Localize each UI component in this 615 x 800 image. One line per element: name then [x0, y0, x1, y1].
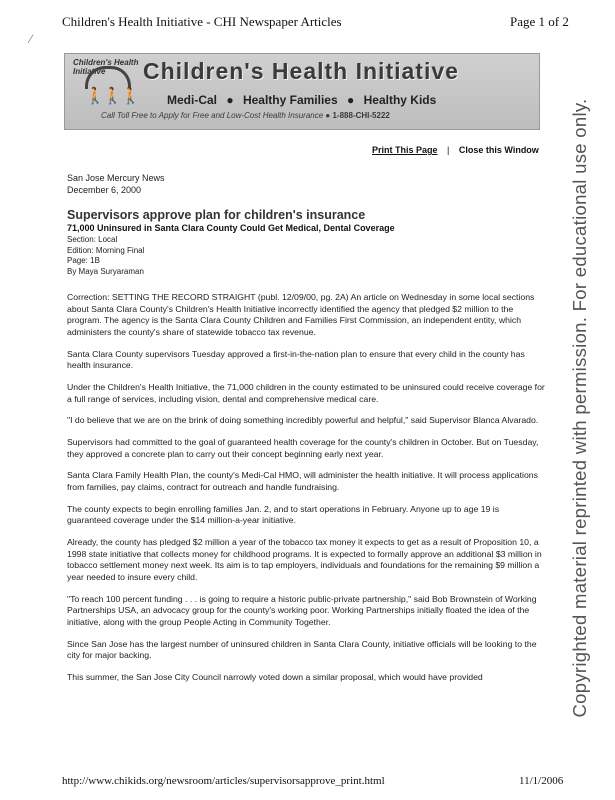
article-source-block	[67, 172, 165, 196]
paragraph: Santa Clara County supervisors Tuesday approved a first-in-the-nation plan to ensure that every child in the county has health insurance.	[67, 348, 525, 371]
paragraph: "To reach 100 percent funding . . . is going to require a historic public-private partnership," said Bob Brownstein of Working Partnerships USA, an advocacy group for the county's working poor. Working Partnerships initially floated the idea of the initiative, along with the group People Acting in Community Together.	[67, 593, 537, 627]
paragraph: Already, the county has pledged $2 million a year of the tobacco tax money it expects to get as a result of Proposition 10, a 1998 state initiative that collects money for childhood programs. It is expected to formally approve an additional $3 million in tobacco settlement money next week. Its aim is to tap employers, individuals and foundations for the remaining $9 million a year needed to insure every child.	[67, 537, 542, 582]
bullet-icon: ●	[226, 93, 234, 107]
program-tags	[167, 93, 436, 107]
bullet-icon: ●	[347, 93, 355, 107]
paragraph: "I do believe that we are on the brink of doing something incredibly powerful and helpful," said Supervisor Blanca Alvarado.	[67, 415, 539, 426]
paragraph: This summer, the San Jose City Council narrowly voted down a similar proposal, which would have provided	[67, 672, 483, 683]
print-page-link[interactable]: Print This Page	[372, 145, 438, 155]
print-toolbar	[372, 145, 539, 155]
footer-url: http://www.chikids.org/newsroom/articles/supervisorsapprove_print.html	[62, 775, 385, 787]
paragraph: Under the Children's Health Initiative, the 71,000 children in the county estimated to be uninsured could receive coverage for a full range of services, including vision, dental and comprehensive medical care.	[67, 381, 545, 404]
footer-printed-date: 11/1/2006	[519, 775, 564, 787]
tag-healthy-families: Healthy Families	[242, 93, 338, 107]
chi-logo	[73, 58, 143, 118]
logo-text: Children's Health Initiative	[73, 58, 139, 76]
paragraph: The county expects to begin enrolling families Jan. 2, and to start operations in February. Anyone up to age 19 is guaranteed coverage under the $14 million-a-year initiative.	[67, 503, 500, 526]
phone-number: 1-888-CHI-5222	[332, 111, 390, 120]
paragraph: Correction: SETTING THE RECORD STRAIGHT (publ. 12/09/00, pg. 2A) An article on Wednesday in some local sections about Santa Clara County's Children's Health Initiative incorrectly identified the agency that pledged $2 million to the program. The agency is the Santa Clara County Children and Families First Commission, an independent entity, which administers the county's share of statewide tobacco tax revenue.	[67, 292, 535, 337]
page-indicator: Page 1 of 2	[510, 14, 569, 29]
article-meta	[67, 235, 144, 277]
close-window-link[interactable]: Close this Window	[458, 145, 539, 155]
article-headline: Supervisors approve plan for children's insurance	[67, 208, 366, 222]
banner-title: Children's Health Initiative	[143, 58, 459, 84]
children-icon: 🚶🚶🚶	[85, 88, 139, 105]
meta-section: Section: Local	[67, 235, 118, 244]
publication-name: San Jose Mercury News	[67, 173, 165, 183]
paragraph: Santa Clara Family Health Plan, the county's Medi-Cal HMO, will administer the health initiative. It will process applications from families, pay claims, contract for outreach and handle fundraising.	[67, 470, 538, 493]
article-body	[67, 292, 545, 694]
copyright-side-note: Copyrighted material reprinted with permission. For educational use only.	[569, 98, 590, 718]
paragraph: Supervisors had committed to the goal of guaranteed health coverage for the county's children in October. But on Tuesday, they approved a concrete plan to carry out their concept beginning early next year.	[67, 437, 539, 459]
paragraph: Since San Jose has the largest number of uninsured children in Santa Clara County, initiative officials will be looking to the city for major backing.	[67, 638, 537, 661]
chi-banner[interactable]	[64, 53, 540, 130]
meta-edition: Edition: Morning Final	[67, 245, 145, 255]
call-text: Call Toll Free to Apply for Free and Low-Cost Health Insurance	[101, 111, 324, 120]
tag-healthy-kids: Healthy Kids	[363, 93, 437, 107]
publication-date: December 6, 2000	[67, 185, 142, 195]
tag-medi-cal: Medi-Cal	[167, 93, 218, 107]
phone-bullet-icon: ●	[325, 111, 333, 120]
call-line	[101, 111, 390, 120]
window-title: Children's Health Initiative - CHI Newspaper Articles	[62, 14, 342, 29]
article-subheadline: 71,000 Uninsured in Santa Clara County Could Get Medical, Dental Coverage	[67, 223, 395, 233]
toolbar-separator: |	[447, 145, 450, 155]
meta-byline: By Maya Suryaraman	[67, 266, 144, 276]
pen-mark-icon: ⁄	[30, 32, 33, 46]
meta-page: Page: 1B	[67, 256, 100, 265]
